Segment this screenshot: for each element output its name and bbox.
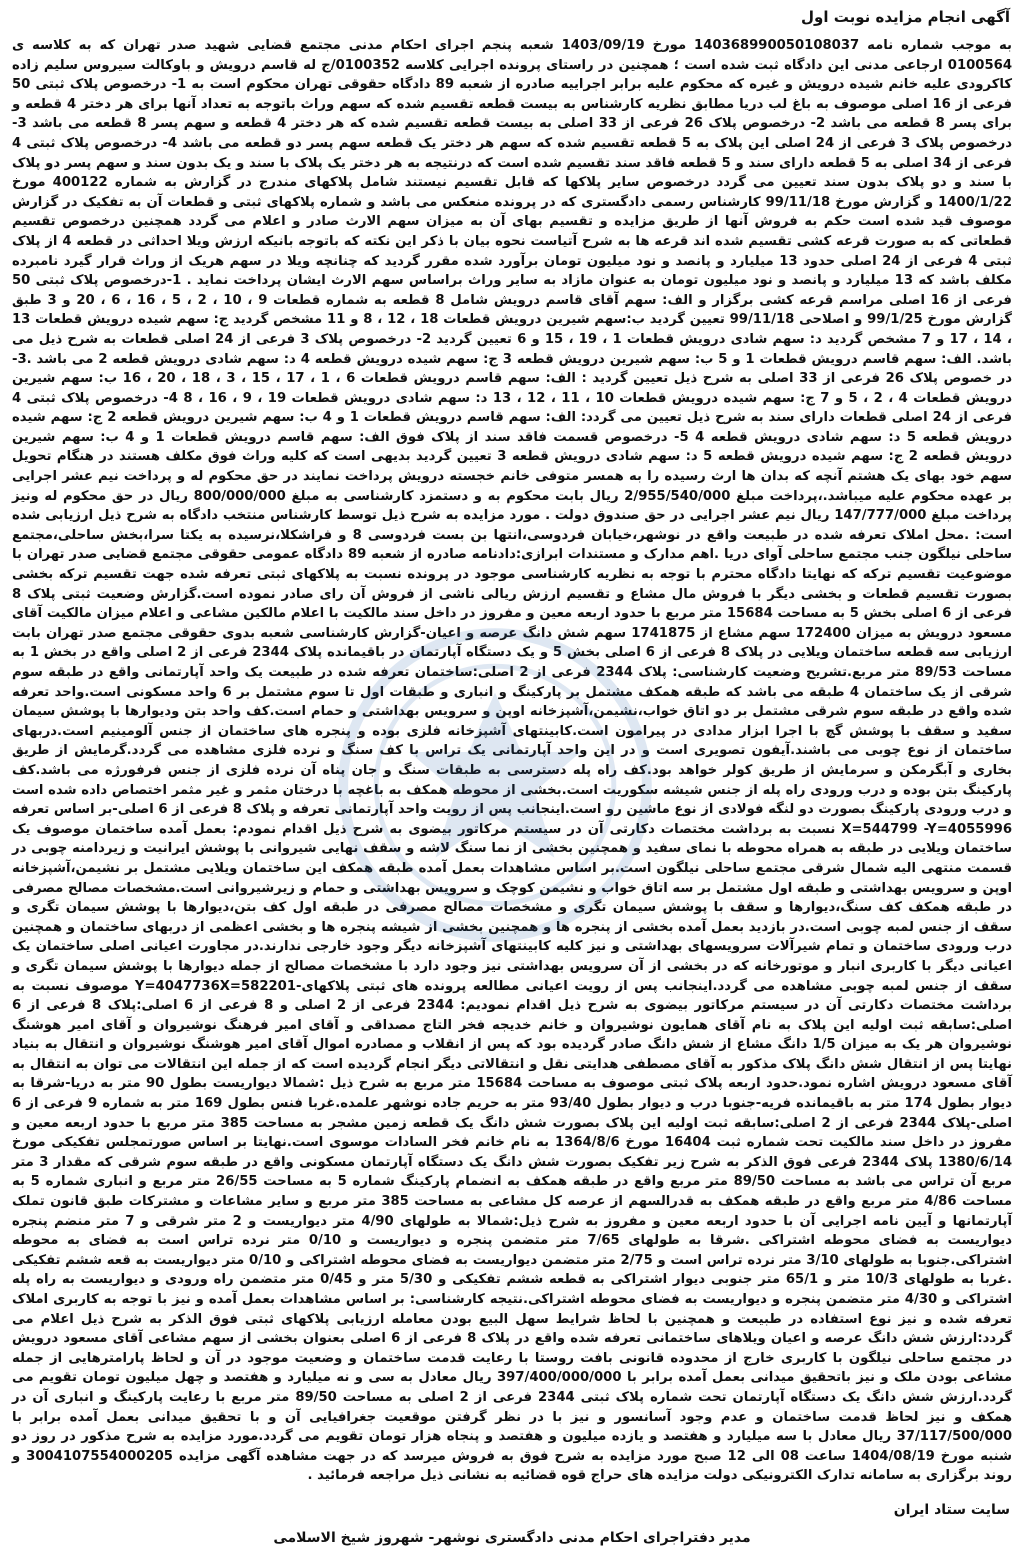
- site-label: سایت ستاد ایران: [893, 1501, 1010, 1518]
- auction-notice: [10, 6, 1014, 1546]
- notice-body: به موجب شماره نامه 140368990050108037 مورخ 1403/09/19 شعبه پنجم اجرای احکام مدنی مجتمع قضایی شهید صدر تهران که به کلاسه ی 0100564 ارجاعی مدنی این دادگاه ثبت شده است ؛ همچنین در راستای پرونده اجرایی کلاسه 0100352/ج له قاسم درویش و باوکالت سیروس سلیم زاده کاکرودی علیه خانم شیده درویش و غیره که محکوم علیه برابر اجراییه صادره از شعبه 89 دادگاه حقوقی تهران محکوم است به 1- درخصوص پلاک ثبتی 50 فرعی از 16 اصلی موصوف به باغ لب دریا مطابق نظریه کارشناس به بیست قطعه تقسیم شده که سهم وراث باتوجه به تعداد آنها برای هر دختر 4 قطعه و برای پسر 8 قطعه می باشد 2- درخصوص پلاک 26 فرعی از 33 اصلی به بیست قطعه تقسیم شده که هر دختر 4 قطعه و سهم پسر 8 قطعه می باشد 3- درخصوص پلاک 3 فرعی از 24 اصلی این پلاک به 5 قطعه تقسیم شده که سهم هر دختر یک قطعه سهم پسر دو قطعه می باشد 4- درخصوص پلاک ثبتی 4 فرعی از 34 اصلی به 5 قطعه دارای سند و 5 قطعه فاقد سند تقسیم شده است که درنتیجه به هر دختر یک پلاک با سند و یک بدون سند و سهم پسر دو پلاک با سند و دو پلاک بدون سند تعیین می گردد درخصوص سایر پلاکها که قابل تقسیم نیستند شامل پلاکهای مندرج در گزارش به شماره 400122 مورخ 1400/1/22 و گزارش مورخ 99/11/18 کارشناس رسمی دادگستری که در پرونده منعکس می باشد و شماره پلاکهای ثبتی و قطعات آن به تفکیک در گزارش موصوف قید شده است حکم به فروش آنها از طریق مزایده و تقسیم بهای آن به میزان سهم الارث صادر و اعلام می گردد همچنین درخصوص تقسیم قطعاتی که به صورت قرعه کشی تقسیم شده اند قرعه ها به شرح آتیاست نحوه بیان با ذکر این نکته که باتوجه بانیکه ارزش ویلا احداثی در قطعه 4 از پلاک ثبتی 4 فرعی از 24 اصلی حدود 13 میلیارد و پانصد و نود میلیون تومان برآورد شده مقرر گردید که چنانچه ویلا در سهم هریک از وراث قرار گیرد نامبرده مکلف باشد که 13 میلیارد و پانصد و نود میلیون تومان به عنوان مازاد به سایر وراث براساس سهم الارث ایشان پرداخت نماید . 1-درخصوص پلاک ثبتی 50 فرعی از 16 اصلی مراسم قرعه کشی برگزار و الف: سهم آقای قاسم درویش شامل 8 قطعه به شماره قطعات 9 ، 10 ، 2 ، 5 ، 16 ، 6 ، 20 و 3 طبق گزارش مورخ 99/1/25 و اصلاحی 99/11/18 تعیین گردید ب:سهم شیرین درویش قطعات 18 ، 12 ، 8 و 11 مشخص گردید ج: سهم شیده درویش قطعات 13 ، 14 ، 17 و 7 مشخص گردید د: سهم شادی درویش قطعات 1 ، 19 ، 15 و 6 تعیین گردید 2- درخصوص پلاک 3 فرعی از 24 اصلی قطعات به شرح ذیل می باشد. الف: سهم قاسم درویش قطعات 1 و 5 ب: سهم شیرین درویش قطعه 3 ج: سهم شیده درویش قطعه 4 د: سهم شادی درویش قطعه 2 می باشد .3- در خصوص پلاک 26 فرعی از 33 اصلی به شرح ذیل تعیین گردید : الف: سهم قاسم درویش قطعات 6 ، 1 ، 17 ، 15 ، 3 ، 18 ، 20 ، 16 ب: سهم شیرین درویش قطعات 4 ، 2 ، 5 و 7 ج: سهم شیده درویش قطعات 10 ، 11 ، 12 ، 13 د: سهم شادی درویش قطعات 19 ، 9 ، 16 ، 8 4- درخصوص پلاک ثبتی 4 فرعی از 24 اصلی قطعات دارای سند به شرح ذیل تعیین می گردد: الف: سهم قاسم درویش قطعات 1 و 4 ب: سهم شیرین درویش قطعه 2 ج: سهم شیده درویش قطعه 5 د: سهم شادی درویش قطعه 4 5- درخصوص قسمت فاقد سند از پلاک فوق الف: سهم قاسم درویش قطعات 1 و 4 ب: سهم شیرین درویش قطعه 2 ج: سهم شیده درویش قطعه 5 د: سهم شادی درویش قطعه 3 تعیین گردید بدیهی است که کلیه وراث فوق مکلف هستند در هنگام تحویل سهم خود بهای یک هشتم آنچه که بدان ها ارث رسیده را به همسر متوفی خانم خجسته درویش پرداخت نمایند در حق محکوم له و پرداخت نیم عشر اجرایی بر عهده محکوم علیه میباشد.،پرداخت مبلغ 2/955/540/000 ریال بابت محکوم به و دستمزد کارشناسی به مبلغ 800/000/000 ریال در حق محکوم له ونیز پرداخت مبلغ 147/777/000 ریال نیم عشر اجرایی در حق صندوق دولت . مورد مزایده به شرح ذیل توسط کارشناس منتخب دادگاه به شرح ذیل ارزیابی شده است: .محل املاک تعرفه شده در طبیعت واقع در نوشهر،خیابان فردوسی،انتها بن بست فردوسی 8 و فراشکلا،نرسیده به یکتا سرا،بخش ساحلی،مجتمع ساحلی نیلگون جنب مجتمع ساحلی آوای دریا .اهم مدارک و مستندات ابرازی:دادنامه صادره از شعبه 89 دادگاه عمومی حقوقی مجتمع قضایی صدر تهران با موضوعیت تقسیم ترکه که نهایتا دادگاه محترم با توجه به نظریه کارشناسی موجود در پرونده نسبت به پلاکهای ثبتی تعرفه شده جهت تقسیم ترکه بخشی بصورت تقسیم قطعات و بخشی دیگر با فروش مال مشاع و تقسیم ارزش ریالی ناشی از فروش آن رای صادر نموده است.گزارش وضعیت ثبتی پلاک 8 فرعی از 6 اصلی بخش 5 به مساحت 15684 متر مربع با حدود اربعه معین و مفروز در داخل سند مالکیت با اعلام مالکین مشاعی و اعلام میزان مالکیت آقای مسعود درویش به میزان 172400 سهم مشاع از 1741875 سهم شش دانگ عرصه و اعیان-گزارش کارشناسی شعبه بدوی حقوقی مجتمع صدر تهران بابت ارزیابی سه قطعه ساختمان ویلایی در پلاک 8 فرعی از 6 اصلی بخش 5 و یک دستگاه آپارتمان در باقیمانده پلاک 2344 فرعی از 2 اصلی واقع در بخش 1 به مساحت 89/53 متر مربع.تشریح وضعیت کارشناسی: پلاک 2344 فرعی از 2 اصلی:ساختمان تعرفه شده در طبیعت یک واحد آپارتمانی واقع در طبقه سوم شرقی از یک ساختمان 4 طبقه می باشد که طبقه همکف مشتمل بر پارکینگ و انباری و طبقات اول تا سوم مشتمل بر 6 واحد مسکونی است.واحد تعرفه شده واقع در طبقه سوم شرقی مشتمل بر دو اتاق خواب،نشیمن،آشپزخانه اوپن و سرویس بهداشتی و حمام است.کف واحد بتن ودیوارها با پوشش سیمان سفید و سقف با پوشش گچ با اجرا ابزار مدادی در پیرامون است.کابینتهای آشپزخانه فلزی بوده و پنجره های ساختمان از جنس آلومینیم است.دربهای ساختمان از نوع چوبی می باشند.آیفون تصویری است و در این واحد آپارتمانی یک تراس با کف سنگ و نرده فلزی مشاهده می گردد.گرمایش از طریق بخاری و آبگرمکن و سرمایش از طریق کولر خواهد بود.کف راه پله دسترسی به طبقات سنگ و جان پناه آن نرده فلزی از جنس فرفورژه می باشد.کف پارکینگ بتن بوده و درب ورودی راه پله از جنس شیشه سکوریت است.بخشی از محوطه همکف به باغچه با درختان مثمر و غیر مثمر اختصاص داده شده است و درب ورودی پارکینگ بصورت دو لنگه فولادی از نوع ماشین رو است.اینجانب پس از رویت واحد آپارتمانی تعرفه و پلاک 8 فرعی از 6 اصلی-بر اساس تعرفه X=544799 -Y=4055996 نسبت به برداشت مختصات دکارتی آن در سیستم مرکاتور بیضوی به شرح ذیل اقدام نمودم: بعمل آمده ساختمان موصوف یک ساختمان ویلایی در طبقه به همراه محوطه با نمای سفید و همچنین بخشی از نما سنگ لاشه و سقف نهایی شیروانی با پوشش ایرانیت و زیردامنه چوبی در قسمت منتهی الیه شمال شرقی مجتمع ساحلی نیلگون است.بر اساس مشاهدات بعمل آمده طبقه همکف این ساختمان ویلایی مشتمل بر نشیمن،آشپزخانه اوپن و سرویس بهداشتی و طبقه اول مشتمل بر سه اتاق خواب و نشیمن کوچک و سرویس بهداشتی و حمام و زیرشیروانی است.مشخصات مصالح مصرفی در طبقه همکف کف سنگ،دیوارها و سقف با پوشش سیمان تگری و مشخصات مصالح مصرفی در طبقه اول کف بتن،دیوارها با پوشش سیمان تگری و سقف از جنس لمبه چوبی است.در بازدید بعمل آمده بخشی از پنجره ها و همچنین بخشی از شیشه پنجره ها و بخشی اعظمی از دربهای ساختمان و همچنین درب ورودی ساختمان و تمام شیرآلات سرویسهای بهداشتی و نیز کلیه کابینتهای آشپزخانه دیگر وجود خارجی ندارند.در مجاورت اعیانی اصلی ساختمان یک اعیانی دیگر با کاربری انبار و موتورخانه که در بخشی از آن سرویس بهداشتی نیز وجود دارد با مشخصات مصالح از جمله دیوارها با پوشش سیمان تگری و سقف از جنس لمبه چوبی مشاهده می گردد.اینجانب پس از رویت اعیانی مطالعه پرونده های ثبتی پلاکهای-Y=4047736X=582201 موصوف نسبت به برداشت مختصات دکارتی آن در سیستم مرکاتور بیضوی به شرح ذیل اقدام نمودیم: 2344 فرعی از 2 اصلی و 8 فرعی از 6 اصلی:پلاک 8 فرعی از 6 اصلی:سابقه ثبت اولیه این پلاک به نام آقای همایون نوشیروان و خانم خدیجه فخر التاج مصداقی و آقای امیر فرهنگ نوشیروان و آقای امیر هوشنگ نوشیروان هر یک به میزان 1/5 دانگ مشاع از شش دانگ صادر گردیده بود که پس از انقلاب و مصادره اموال آقای امیر هوشنگ نوشیروان و انتقال به بنیاد نهایتا پس از انتقال شش دانگ پلاک مذکور به آقای مصطفی هدایتی نقل و انتقالاتی دیگر انجام گردیده است که از جمله این انتقالات می توان به انتقال به آقای مسعود درویش اشاره نمود.حدود اربعه پلاک ثبتی موصوف به مساحت 15684 متر مربع به شرح ذیل :شمالا دیواریست بطول 90 متر به دریا-شرقا به دیوار بطول 174 متر به باقیمانده فریه-جنوبا درب و دیوار بطول 93/40 متر به حریم جاده نوشهر علمده.غربا فنس بطول 169 متر به شماره 9 فرعی از 6 اصلی-پلاک 2344 فرعی از 2 اصلی:سابقه ثبت اولیه این پلاک بصورت شش دانگ یک قطعه زمین مشجر به مساحت 385 متر مربع با حدود اربعه معین و مفروز در داخل سند مالکیت تحت شماره ثبت 16404 مورخ 1364/8/6 به نام خانم فخر السادات موسوی است.نهایتا بر اساس صورتمجلس تفکیکی مورخ 1380/6/14 پلاک 2344 فرعی فوق الذکر به شرح زیر تفکیک بصورت شش دانگ یک دستگاه آپارتمان مسکونی واقع در طبقه سوم شرقی که مقدار 3 متر مربع آن تراس می باشد به مساحت 89/50 متر مربع واقع در طبقه همکف به انضمام پارکینگ شماره 5 به مساحت 26/55 متر مربع و انباری شماره 5 به مساحت 4/86 متر مربع واقع در طبقه همکف به قدرالسهم از عرصه کل مشاعی به مساحت 385 متر مربع و سایر مشاعات و مشترکات طبق قانون تملک آپارتمانها و آیین نامه اجرایی آن با حدود اربعه معین و مفروز به شرح ذیل:شمالا به طولهای 4/90 متر دیواریست و 2 متر شرقی و 7 متر منضم پنجره دیواریست به فضای محوطه اشتراکی .شرقا به طولهای 7/65 متر متضمن پنجره و دیواریست و 0/10 متر نرده تراس است به فضای به محوطه اشتراکی.جنوبا به طولهای 3/10 متر نرده تراس است و 2/75 متر متضمن دیواریست به فضای محوطه اشتراکی و 0/10 متر دیواریست به قعه ششم تفکیکی .غربا به طولهای 10/3 متر و 65/1 متر جنوبی دیوار اشتراکی به قطعه ششم تفکیکی و 5/30 متر و 0/45 متر متضمن راه ورودی و دیواریست به راه پله اشتراکی و 4/30 متر متضمن پنجره و دیواریست به فضای محوطه اشتراکی.نتیجه کارشناسی: بر اساس مشاهدات بعمل آمده و نیز با توجه به کاربری املاک تعرفه شده و نیز نوع استفاده در طبیعت و همچنین با لحاظ شرایط سهل البیع بودن معامله ارزیابی پلاکهای ثبتی فوق الذکر به شرح ذیل اعلام می گردد:ارزش شش دانگ عرصه و اعیان ویلاهای ساختمانی تعرفه شده واقع در پلاک 8 فرعی از 6 اصلی بعنوان بخشی از سهم مشاعی آقای مسعود درویش در مجتمع ساحلی نیلگون با کاربری خارج از محدوده قانونی بافت روستا با رعایت قدمت ساختمان و وضعیت موجود در آن و لحاظ پارامترهایی از جمله مشاعی بودن ملک و نیز باتحقیق میدانی بعمل آمده برابر با 397/400/000/000 ریال معادل به سی و نه میلیارد و هفتصد و چهل میلیون تومان تقویم می گردد.ارزش شش دانگ یک دستگاه آپارتمان تحت شماره پلاک ثبتی 2344 فرعی از 2 اصلی به مساحت 89/50 متر مربع با رعایت پارکینگ و انباری آن در همکف و نیز لحاظ قدمت ساختمان و عدم وجود آسانسور و نیز با در نظر گرفتن موقعیت جغرافیایی آن و با تحقیق میدانی بعمل آمده برابر با 37/117/500/000 ریال معادل با سه میلیارد و هفتصد و یازده میلیون و هفتصد و پنجاه هزار تومان تقویم می گردد.مورد مزایده به شرح مذکور در روز دو شنبه مورخ 1404/08/19 ساعت 08 الی 12 صبح مورد مزایده به شرح فوق به فروش میرسد که در جهت مشاهده آگهی مزایده 3004107554000205 و روند برگزاری به سامانه تدارک الکترونیکی دولت مزایده های حراج قوه قضائیه به نشانی ذیل مراجعه فرمائید .: [12, 38, 1013, 1484]
- signature-line: مدیر دفتراجرای احکام مدنی دادگستری نوشهر- شهروز شیخ الاسلامی: [273, 1529, 751, 1546]
- notice-title: آگهی انجام مزایده نوبت اول: [801, 8, 1010, 26]
